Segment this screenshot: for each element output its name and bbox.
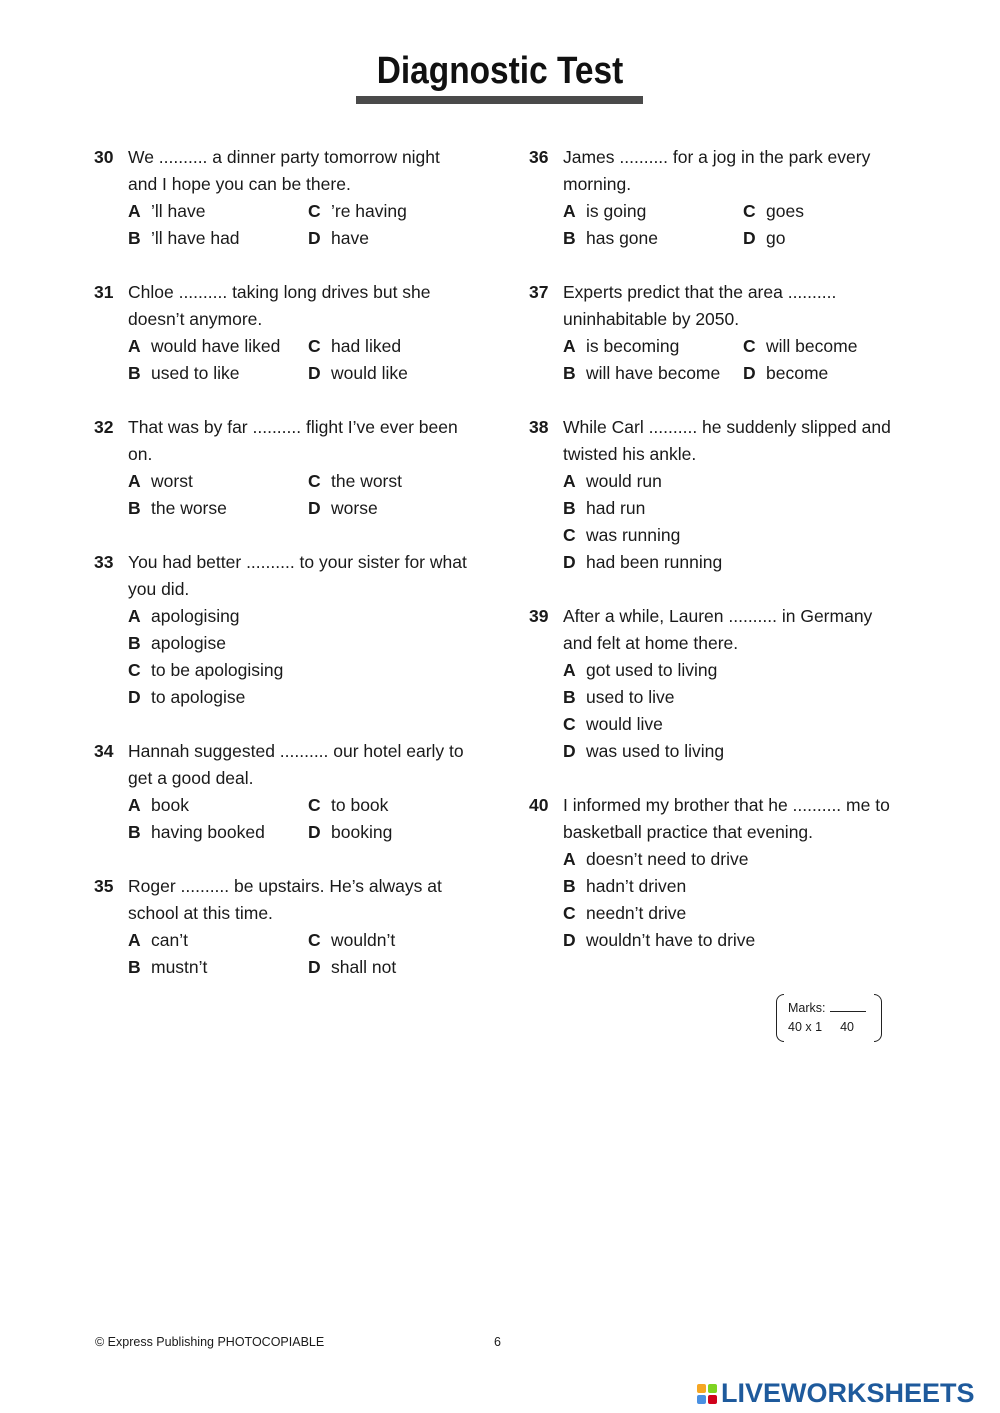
question-31 [94, 279, 494, 387]
option-text: goes [766, 201, 804, 221]
option-c[interactable] [308, 198, 488, 225]
marks-total: 40 [840, 1020, 854, 1034]
option-text: used to like [151, 363, 240, 383]
question-30 [94, 144, 494, 252]
question-number: 30 [94, 147, 114, 167]
option-letter: B [128, 633, 141, 653]
option-letter: C [308, 795, 321, 815]
option-b[interactable] [128, 630, 488, 657]
option-letter: A [128, 795, 141, 815]
option-d[interactable] [308, 954, 488, 981]
option-letter: D [308, 957, 321, 977]
answer-options [563, 198, 923, 252]
option-c[interactable] [743, 198, 923, 225]
option-text: can’t [151, 930, 188, 950]
option-c[interactable] [308, 927, 488, 954]
option-b[interactable] [563, 684, 923, 711]
question-number: 40 [529, 795, 549, 815]
option-letter: B [128, 363, 141, 383]
question-34 [94, 738, 494, 846]
question-38 [529, 414, 929, 576]
question-text: We .......... a dinner party tomorrow night and I hope you can be there. [128, 147, 440, 194]
question-text: After a while, Lauren .......... in Germany and felt at home there. [563, 606, 873, 653]
question-number: 36 [529, 147, 549, 167]
option-text: the worst [331, 471, 402, 491]
question-text: Experts predict that the area .......... uninhabitable by 2050. [563, 282, 837, 329]
option-letter: B [563, 876, 576, 896]
marks-box [776, 994, 882, 1042]
option-c[interactable] [308, 333, 488, 360]
option-b[interactable] [128, 819, 308, 846]
title-underline [356, 96, 643, 104]
option-letter: A [563, 201, 576, 221]
option-letter: D [743, 228, 756, 248]
option-text: will have become [586, 363, 721, 383]
option-b[interactable] [563, 360, 743, 387]
option-text: have [331, 228, 369, 248]
option-text: book [151, 795, 189, 815]
option-letter: C [563, 714, 576, 734]
option-text: is going [586, 201, 647, 221]
marks-right-bracket [874, 994, 882, 1042]
option-c[interactable] [563, 522, 923, 549]
option-text: hadn’t driven [586, 876, 687, 896]
option-letter: C [563, 525, 576, 545]
option-letter: A [128, 471, 141, 491]
marks-blank[interactable] [830, 1000, 866, 1012]
option-c[interactable] [563, 711, 923, 738]
option-d[interactable] [308, 495, 488, 522]
option-text: having booked [151, 822, 265, 842]
question-text: While Carl .......... he suddenly slipped and twisted his ankle. [563, 417, 891, 464]
option-d[interactable] [128, 684, 488, 711]
answer-options [128, 198, 488, 252]
option-letter: C [308, 471, 321, 491]
option-text: worst [151, 471, 193, 491]
option-text: got used to living [586, 660, 718, 680]
option-a[interactable] [128, 792, 308, 819]
option-c[interactable] [128, 657, 488, 684]
question-number: 33 [94, 552, 114, 572]
footer-page-number: 6 [494, 1335, 501, 1349]
question-39 [529, 603, 929, 765]
option-text: to be apologising [151, 660, 284, 680]
marks-label: Marks: [788, 1001, 826, 1015]
option-a[interactable] [563, 333, 743, 360]
option-letter: D [563, 930, 576, 950]
option-text: shall not [331, 957, 397, 977]
question-number: 37 [529, 282, 549, 302]
option-text: ’ll have had [151, 228, 240, 248]
option-letter: D [308, 822, 321, 842]
option-letter: A [128, 930, 141, 950]
option-b[interactable] [563, 873, 923, 900]
question-text: Roger .......... be upstairs. He’s always at school at this time. [128, 876, 442, 923]
option-d[interactable] [308, 360, 488, 387]
option-text: was used to living [586, 741, 725, 761]
answer-options [563, 846, 923, 954]
option-d[interactable] [743, 360, 923, 387]
answer-options [128, 927, 488, 981]
option-c[interactable] [308, 468, 488, 495]
option-letter: A [128, 606, 141, 626]
option-text: will become [766, 336, 858, 356]
option-b[interactable] [128, 360, 308, 387]
option-text: booking [331, 822, 393, 842]
option-text: was running [586, 525, 681, 545]
option-letter: A [563, 471, 576, 491]
option-text: to apologise [151, 687, 246, 707]
option-letter: A [563, 336, 576, 356]
question-number: 38 [529, 417, 549, 437]
option-letter: D [743, 363, 756, 383]
option-letter: D [308, 363, 321, 383]
question-number: 32 [94, 417, 114, 437]
answer-options [128, 333, 488, 387]
option-letter: B [563, 363, 576, 383]
option-b[interactable] [563, 225, 743, 252]
marks-multiplier: 40 x 1 [788, 1020, 823, 1034]
option-letter: C [308, 930, 321, 950]
question-text: You had better .......... to your sister for what you did. [128, 552, 467, 599]
option-d[interactable] [563, 549, 923, 576]
question-number: 35 [94, 876, 114, 896]
option-text: used to live [586, 687, 675, 707]
option-letter: B [563, 687, 576, 707]
page-title: Diagnostic Test [376, 50, 624, 92]
marks-left-bracket [776, 994, 784, 1042]
option-text: to book [331, 795, 389, 815]
answer-options [128, 468, 488, 522]
option-letter: B [128, 957, 141, 977]
option-b[interactable] [128, 495, 308, 522]
option-c[interactable] [563, 900, 923, 927]
watermark-text: LIVEWORKSHEETS [721, 1378, 975, 1408]
option-text: is becoming [586, 336, 680, 356]
option-a[interactable] [563, 846, 923, 873]
option-b[interactable] [128, 225, 308, 252]
option-letter: C [743, 201, 756, 221]
option-a[interactable] [563, 198, 743, 225]
option-d[interactable] [743, 225, 923, 252]
option-d[interactable] [308, 819, 488, 846]
question-32 [94, 414, 494, 522]
option-text: become [766, 363, 829, 383]
option-letter: B [563, 498, 576, 518]
question-40 [529, 792, 929, 954]
liveworksheets-logo-icon [697, 1384, 717, 1404]
option-text: would have liked [151, 336, 281, 356]
question-text: James .......... for a jog in the park every morning. [563, 147, 871, 194]
option-text: apologising [151, 606, 240, 626]
question-number: 34 [94, 741, 114, 761]
option-text: ’re having [331, 201, 407, 221]
option-text: go [766, 228, 786, 248]
option-letter: B [128, 498, 141, 518]
option-letter: C [128, 660, 141, 680]
option-text: would run [586, 471, 662, 491]
option-d[interactable] [563, 738, 923, 765]
question-text: That was by far .......... flight I’ve ever been on. [128, 417, 458, 464]
option-a[interactable] [128, 927, 308, 954]
option-letter: A [563, 849, 576, 869]
question-33 [94, 549, 494, 711]
option-text: had been running [586, 552, 723, 572]
option-a[interactable] [128, 468, 308, 495]
question-text: I informed my brother that he .......... me to basketball practice that evening. [563, 795, 890, 842]
option-text: had liked [331, 336, 402, 356]
option-letter: D [563, 552, 576, 572]
question-text: Chloe .......... taking long drives but she doesn’t anymore. [128, 282, 431, 329]
option-text: doesn’t need to drive [586, 849, 749, 869]
option-letter: D [308, 228, 321, 248]
option-text: the worse [151, 498, 227, 518]
option-c[interactable] [308, 792, 488, 819]
option-text: mustn’t [151, 957, 208, 977]
question-35 [94, 873, 494, 981]
option-b[interactable] [128, 954, 308, 981]
option-a[interactable] [563, 657, 923, 684]
option-text: wouldn’t have to drive [586, 930, 756, 950]
option-text: had run [586, 498, 646, 518]
option-letter: B [128, 822, 141, 842]
right-question-column [529, 144, 929, 981]
option-text: worse [331, 498, 378, 518]
left-question-column [94, 144, 494, 1008]
answer-options [563, 657, 923, 765]
answer-options [563, 468, 923, 576]
option-letter: A [128, 201, 141, 221]
question-37 [529, 279, 929, 387]
option-letter: C [563, 903, 576, 923]
option-letter: C [743, 336, 756, 356]
option-letter: C [308, 336, 321, 356]
option-text: has gone [586, 228, 659, 248]
option-letter: B [128, 228, 141, 248]
option-a[interactable] [128, 333, 308, 360]
option-text: needn’t drive [586, 903, 687, 923]
option-text: would like [331, 363, 408, 383]
option-a[interactable] [128, 198, 308, 225]
option-d[interactable] [308, 225, 488, 252]
option-c[interactable] [743, 333, 923, 360]
option-text: wouldn’t [331, 930, 396, 950]
option-letter: A [563, 660, 576, 680]
option-text: ’ll have [151, 201, 206, 221]
question-number: 31 [94, 282, 114, 302]
answer-options [563, 333, 923, 387]
option-letter: A [128, 336, 141, 356]
option-letter: D [563, 741, 576, 761]
option-text: would live [586, 714, 663, 734]
option-d[interactable] [563, 927, 923, 954]
question-text: Hannah suggested .......... our hotel early to get a good deal. [128, 741, 464, 788]
option-b[interactable] [563, 495, 923, 522]
answer-options [128, 603, 488, 711]
question-36 [529, 144, 929, 252]
option-letter: B [563, 228, 576, 248]
option-letter: D [128, 687, 141, 707]
liveworksheets-watermark[interactable] [697, 1378, 975, 1409]
option-a[interactable] [128, 603, 488, 630]
footer-copyright: © Express Publishing PHOTOCOPIABLE [95, 1335, 325, 1349]
question-number: 39 [529, 606, 549, 626]
answer-options [128, 792, 488, 846]
option-text: apologise [151, 633, 226, 653]
option-letter: C [308, 201, 321, 221]
option-a[interactable] [563, 468, 923, 495]
option-letter: D [308, 498, 321, 518]
